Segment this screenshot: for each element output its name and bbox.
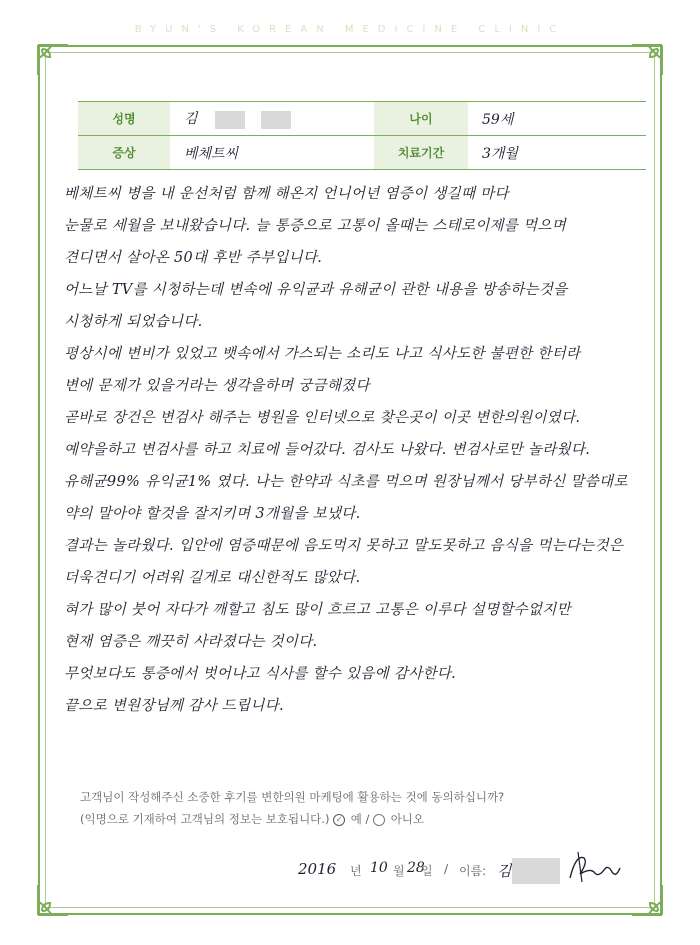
body-line: 현재 염증은 깨끗히 사라졌다는 것이다. [64, 634, 318, 650]
age-label: 나이 [374, 102, 468, 136]
sign-day: 28 [407, 860, 425, 876]
yes-checked-icon[interactable]: ✓ [333, 814, 345, 826]
no-label: 아니오 [390, 812, 425, 826]
sign-month-unit: 월 [393, 864, 405, 878]
name-label: 성명 [78, 102, 170, 136]
body-line: 더욱견디기 어려워 길게로 대신한적도 많았다. [64, 570, 361, 586]
body-line: 예약을하고 변검사를 하고 치료에 들어갔다. 검사도 나왔다. 변검사로만 놀라웠다. [64, 442, 591, 458]
body-line: 약의 말아야 할것을 잘지키며 3개월을 보냈다. [64, 506, 361, 522]
patient-info-table [78, 101, 646, 170]
period-value: 3개월 [468, 136, 646, 170]
body-line: 변에 문제가 있을거라는 생각을하며 궁금해졌다 [64, 378, 370, 394]
corner-ornament-bottom-left [36, 883, 70, 917]
corner-ornament-top-left [36, 43, 70, 77]
sign-year-unit: 년 [350, 864, 362, 878]
body-line: 혀가 많이 붓어 자다가 깨할고 침도 많이 흐르고 고통은 이루다 설명할수없지만 [64, 602, 571, 618]
body-line: 무엇보다도 통증에서 벗어나고 식사를 할수 있음에 감사한다. [64, 666, 457, 682]
testimonial-body [64, 178, 654, 722]
name-field [170, 102, 374, 136]
body-line: 유해균99% 유익균1% 였다. 나는 한약과 식초를 먹으며 원장님께서 당부하신 말씀대로 [64, 474, 628, 490]
symptom-label: 증상 [78, 136, 170, 170]
body-line: 어느날 TV를 시청하는데 변속에 유익균과 유해균이 관한 내용을 방송하는것을 [64, 282, 568, 298]
body-line: 곧바로 장건은 변검사 해주는 병원을 인터넷으로 찾은곳이 이곳 변한의원이였다. [64, 410, 581, 426]
consent-note: (익명으로 기재하여 고객님의 정보는 보호됩니다.) [80, 812, 330, 826]
body-line: 끝으로 변원장님께 감사 드립니다. [64, 698, 284, 714]
consent-question: 고객님이 작성해주신 소중한 후기를 변한의원 마케팅에 활용하는 것에 동의하십니까? [80, 790, 505, 804]
clinic-header: BYUN'S KOREAN MEDICINE CLINIC [134, 24, 566, 35]
sign-year: 2016 [298, 860, 337, 878]
consent-options [80, 808, 504, 830]
body-line: 시청하게 되었습니다. [64, 314, 203, 330]
body-line: 눈물로 세월을 보내왔습니다. 늘 통증으로 고통이 올때는 스테로이제를 먹으며 [64, 218, 567, 234]
name-value: 김 [184, 111, 198, 128]
handwritten-signature [566, 848, 622, 888]
period-label: 치료기간 [374, 136, 468, 170]
corner-ornament-top-right [630, 43, 664, 77]
age-value: 59세 [468, 102, 646, 136]
redacted-block [215, 111, 245, 129]
sign-name-label: 이름: [459, 864, 487, 878]
sign-separator: / [444, 862, 449, 876]
redacted-block [261, 111, 291, 129]
corner-ornament-bottom-right [630, 883, 664, 917]
sign-day-unit: 일 [421, 864, 433, 878]
body-line: 견디면서 살아온 50대 후반 주부입니다. [64, 250, 323, 266]
sign-month: 10 [370, 860, 388, 876]
option-separator: / [365, 812, 370, 826]
no-radio-icon[interactable] [373, 814, 385, 826]
symptom-value: 베체트씨 [170, 136, 374, 170]
consent-section [80, 786, 504, 830]
yes-label: 예 [350, 812, 362, 826]
body-line: 베체트씨 병을 내 운선처럼 함께 해온지 언니어년 염증이 생길때 마다 [64, 186, 509, 202]
body-line: 평상시에 변비가 있었고 뱃속에서 가스되는 소리도 나고 식사도한 불편한 한터라 [64, 346, 581, 362]
redacted-block [512, 858, 560, 884]
body-line: 결과는 놀라웠다. 입안에 염증때문에 음도먹지 못하고 말도못하고 음식을 먹는다는것은 [64, 538, 624, 554]
sign-name-value: 김 [497, 862, 512, 880]
